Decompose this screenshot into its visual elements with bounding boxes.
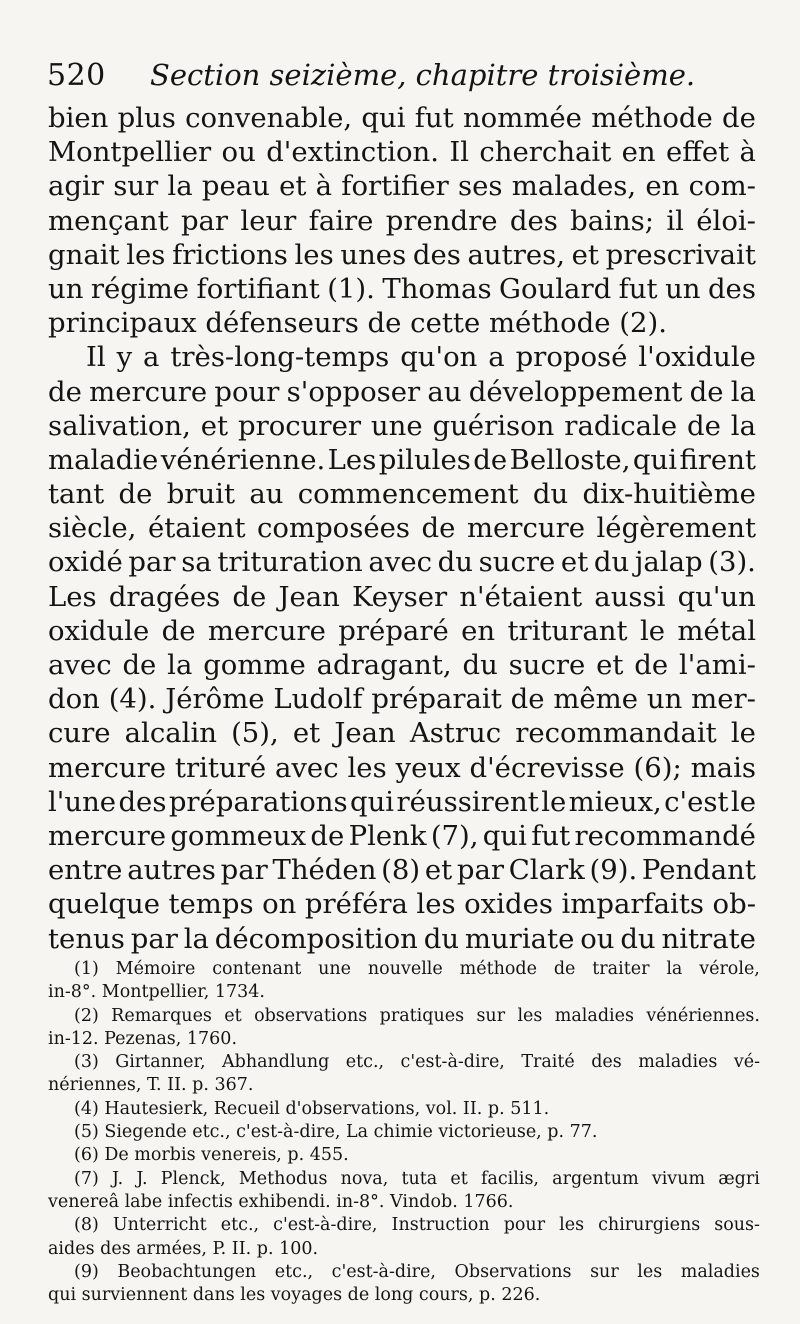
text-line: siècle, étaient composées de mercure légèrement xyxy=(48,512,756,545)
footnote-line: (4) Hautesierk, Recueil d'observations, vol. II. p. 511. xyxy=(74,1098,550,1119)
page-number: 520 xyxy=(47,58,106,93)
footnote-line: (2) Remarques et observations pratiques sur les maladies vénériennes. xyxy=(74,1005,760,1026)
footnote-line: (5) Siegende etc., c'est-à-dire, La chimie victorieuse, p. 77. xyxy=(74,1122,598,1143)
text-line: maladie vénérienne. Les pilules de Belloste, qui firent xyxy=(48,443,756,476)
footnote-line: qui surviennent dans les voyages de long cours, p. 226. xyxy=(48,1285,541,1306)
text-line: agir sur la peau et à fortifier ses malades, en com- xyxy=(48,170,756,203)
text-line: mercure gommeux de Plenk (7), qui fut recommandé xyxy=(48,819,756,852)
text-line: Les dragées de Jean Keyser n'étaient aussi qu'un xyxy=(48,580,756,613)
main-text xyxy=(48,101,756,956)
text-line: oxidé par sa trituration avec du sucre et du jalap (3). xyxy=(48,546,756,579)
text-line: quelque temps on préféra les oxides imparfaits ob- xyxy=(48,888,756,921)
text-line: mençant par leur faire prendre des bains; il éloi- xyxy=(48,204,756,237)
text-line: de mercure pour s'opposer au développement de la xyxy=(48,375,756,408)
text-line: gnait les frictions les unes des autres, et prescrivait xyxy=(48,238,756,271)
text-line: tenus par la décomposition du muriate ou du nitrate xyxy=(48,922,756,955)
text-line: oxidule de mercure préparé en triturant le métal xyxy=(48,614,756,647)
text-line: l'une des préparations qui réussirent le mieux, c'est le xyxy=(48,785,756,818)
text-line: Montpellier ou d'extinction. Il cherchait en effet à xyxy=(48,136,756,169)
footnote-line: in-8°. Montpellier, 1734. xyxy=(48,982,265,1003)
text-line: bien plus convenable, qui fut nommée méthode de xyxy=(48,102,756,134)
text-line: don (4). Jérôme Ludolf préparait de même un mer- xyxy=(48,683,756,716)
footnote-line: in-12. Pezenas, 1760. xyxy=(48,1028,238,1049)
text-line: salivation, et procurer une guérison radicale de la xyxy=(48,409,756,442)
text-line: avec de la gomme adragant, du sucre et de l'ami- xyxy=(48,649,756,681)
footnotes xyxy=(48,958,760,1307)
text-line: principaux défenseurs de cette méthode (2). xyxy=(48,307,667,340)
footnote-line: (7) J. J. Plenck, Methodus nova, tuta et facilis, argentum vivum ægri xyxy=(74,1168,760,1189)
footnote-line: aides des armées, P. II. p. 100. xyxy=(48,1238,319,1259)
footnote-line: (3) Girtanner, Abhandlung etc., c'est-à-dire, Traité des maladies vé- xyxy=(74,1052,760,1073)
text-line: tant de bruit au commencement du dix-huitième xyxy=(48,478,756,511)
text-line: entre autres par Théden (8) et par Clark (9). Pendant xyxy=(48,854,756,887)
footnote-line: (9) Beobachtungen etc., c'est-à-dire, Observations sur les maladies xyxy=(74,1261,760,1282)
text-line: un régime fortifiant (1). Thomas Goulard fut un des xyxy=(48,272,756,305)
footnote-line: (6) De morbis venereis, p. 455. xyxy=(74,1145,349,1166)
text-line: cure alcalin (5), et Jean Astruc recommandait le xyxy=(48,717,756,750)
footnote-line: (1) Mémoire contenant une nouvelle méthode de traiter la vérole, xyxy=(74,959,760,979)
running-head: Section seizième, chapitre troisième. xyxy=(150,58,696,92)
text-line: mercure trituré avec les yeux d'écrevisse (6); mais xyxy=(48,751,756,784)
text-line: Il y a très-long-temps qu'on a proposé l'oxidule xyxy=(86,341,756,374)
footnote-line: venereâ labe infectis exhibendi. in-8°. Vindob. 1766. xyxy=(48,1191,514,1212)
footnote-line: (8) Unterricht etc., c'est-à-dire, Instruction pour les chirurgiens sous- xyxy=(74,1215,760,1236)
footnote-line: nériennes, T. II. p. 367. xyxy=(48,1075,254,1096)
